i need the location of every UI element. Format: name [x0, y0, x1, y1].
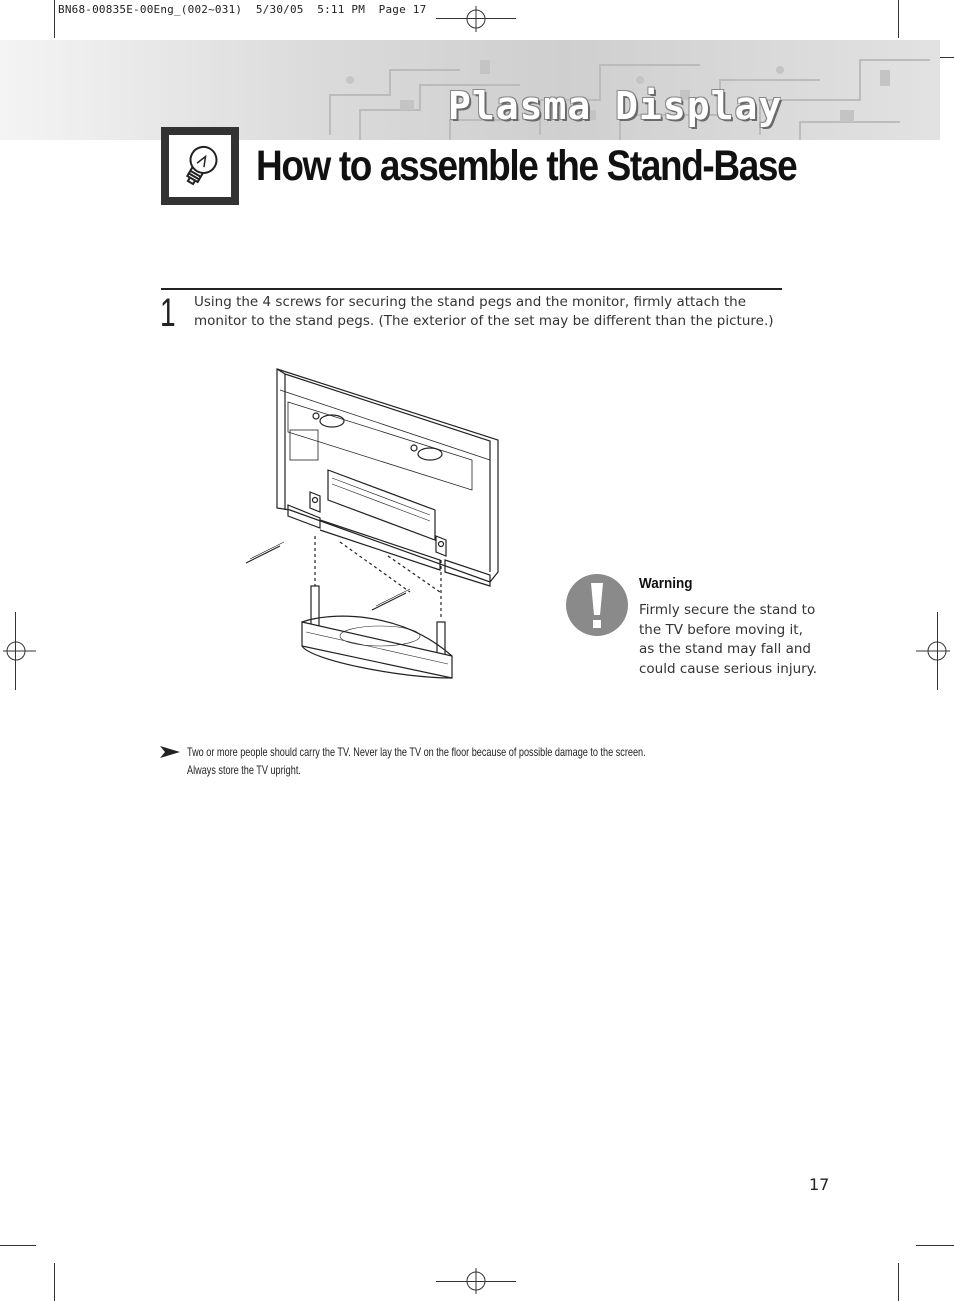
section-title: Plasma Display [448, 84, 783, 128]
step-instruction: Using the 4 screws for securing the stand pegs and the monitor, firmly attach the monitor to the stand pegs. (The exterior of the set may be different than the picture.) [194, 294, 774, 329]
section-banner [0, 40, 940, 140]
note-text: Two or more people should carry the TV. Never lay the TV on the floor because of possible damage to the screen. Always store the TV upright. [187, 745, 646, 777]
warning-title: Warning [639, 575, 693, 592]
warning-text: Firmly secure the stand to the TV before moving it, as the stand may fall and could cause serious injury. [639, 602, 818, 677]
print-slug: BN68-00835E-00Eng_(002~031) 5/30/05 5:11 PM Page 17 [58, 3, 427, 16]
exclamation-icon [565, 573, 629, 637]
lightbulb-icon [169, 135, 231, 197]
tip-icon-box [161, 127, 239, 205]
page-title: How to assemble the Stand-Base [256, 142, 797, 190]
arrow-right-icon [160, 745, 182, 759]
page-number: 17 [809, 1175, 830, 1194]
section-divider [161, 288, 782, 290]
step-number: 1 [160, 291, 176, 335]
stand-assembly-illustration [240, 360, 510, 690]
